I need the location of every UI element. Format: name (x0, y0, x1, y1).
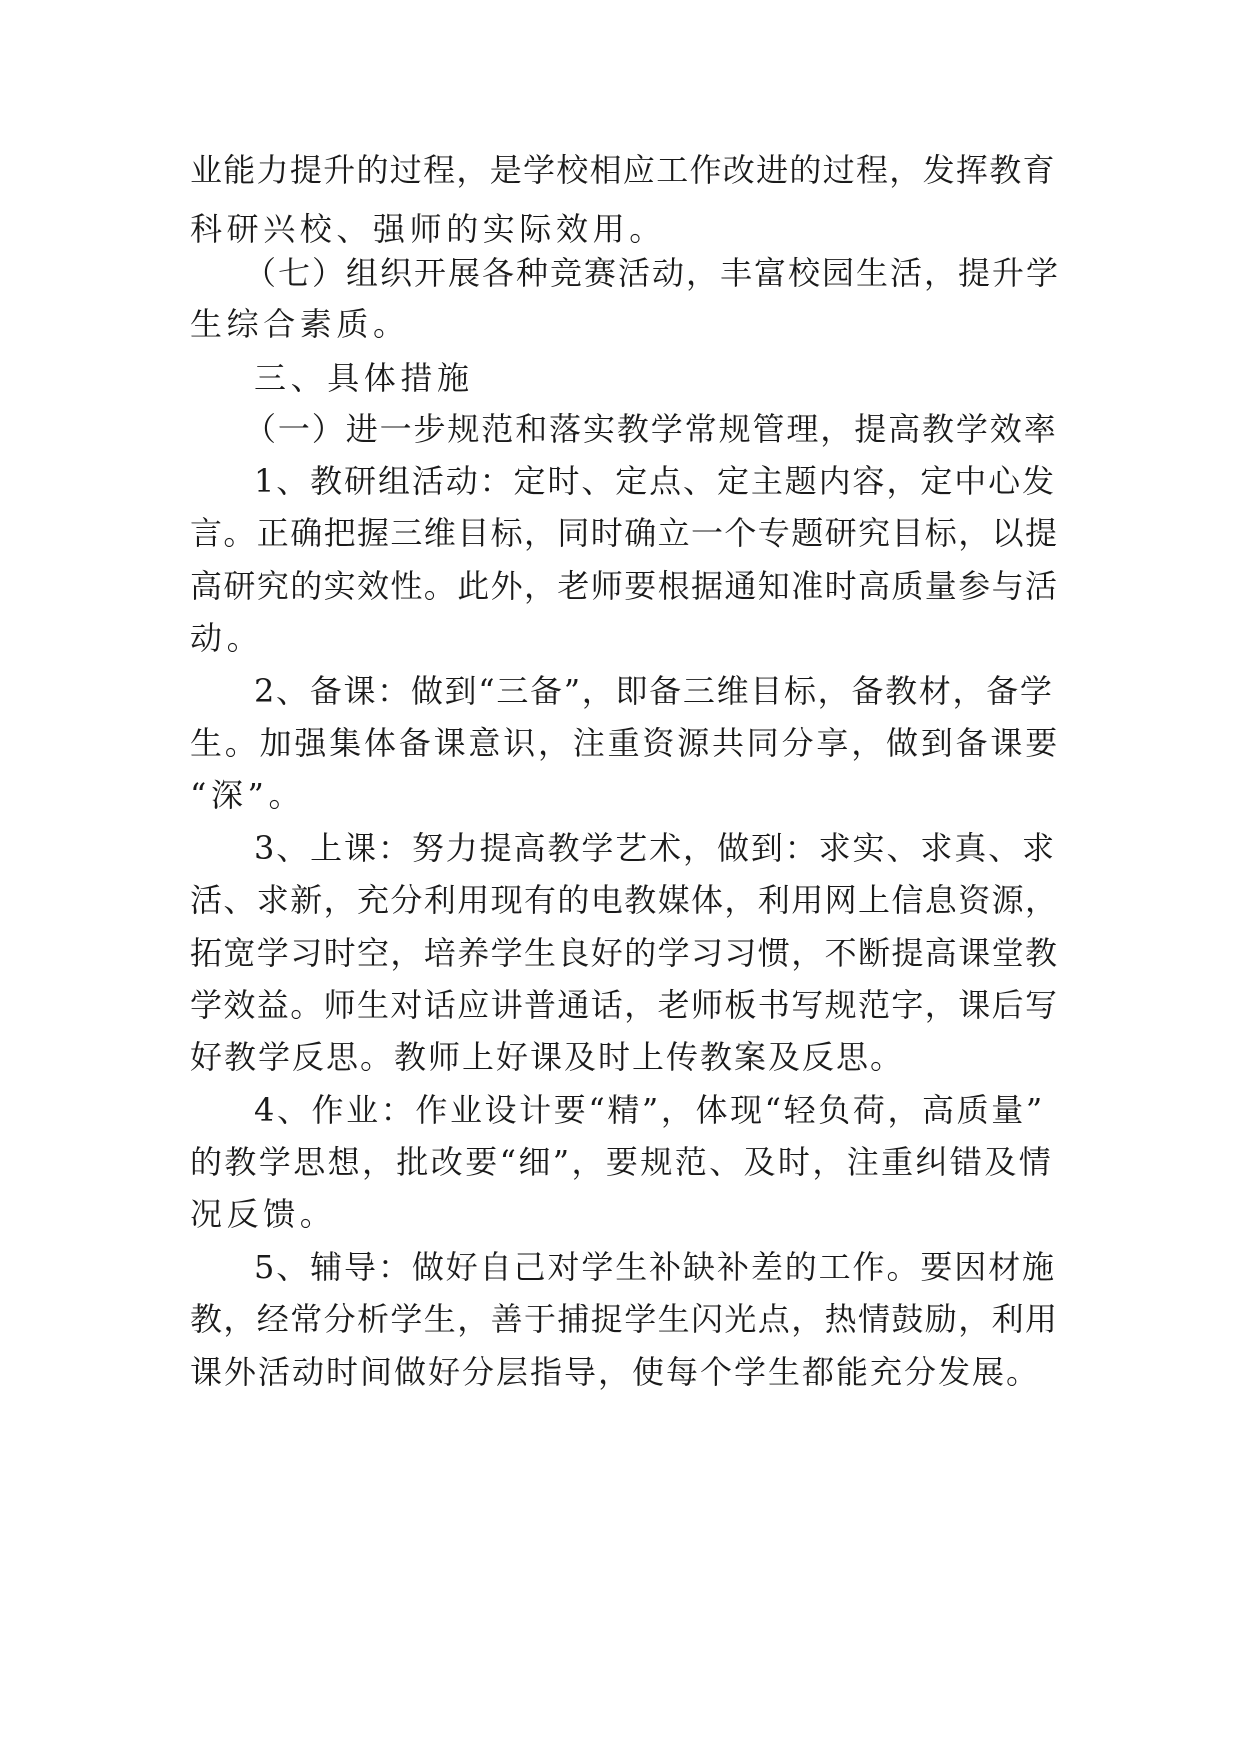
text-line: 拓宽学习时空，培养学生良好的学习习惯，不断提高课堂教 (190, 934, 1059, 972)
text-line: 1、教研组活动：定时、定点、定主题内容，定中心发 (254, 462, 1056, 500)
text-line: 学效益。师生对话应讲普通话，老师板书写规范字，课后写 (190, 986, 1059, 1024)
text-line: 言。正确把握三维目标，同时确立一个专题研究目标，以提 (190, 514, 1059, 552)
subsection-heading: （一）进一步规范和落实教学常规管理，提高教学效率 (244, 410, 1058, 448)
text-line: 活、求新，充分利用现有的电教媒体，利用网上信息资源， (190, 881, 1059, 919)
text-line: （七）组织开展各种竞赛活动，丰富校园生活，提升学 (244, 254, 1061, 292)
text-line: 4、作业：作业设计要“精”，体现“轻负荷，高质量” (254, 1091, 1045, 1129)
text-line: 生。加强集体备课意识，注重资源共同分享，做到备课要 (190, 724, 1061, 762)
text-line: 3、上课：努力提高教学艺术，做到：求实、求真、求 (254, 829, 1056, 867)
text-line: 高研究的实效性。此外，老师要根据通知准时高质量参与活 (190, 567, 1059, 605)
text-line: 的教学思想，批改要“细”，要规范、及时，注重纠错及情 (190, 1143, 1054, 1181)
section-heading: 三、具体措施 (254, 359, 474, 397)
text-line: 2、备课：做到“三备”，即备三维目标，备教材，备学 (254, 672, 1054, 710)
text-line: 好教学反思。教师上好课及时上传教案及反思。 (190, 1038, 905, 1076)
text-line: 科研兴校、强师的实际效用。 (190, 210, 666, 248)
text-line: 课外活动时间做好分层指导，使每个学生都能充分发展。 (190, 1353, 1041, 1391)
text-line: 业能力提升的过程，是学校相应工作改进的过程，发挥教育 (190, 151, 1056, 189)
text-line: 教，经常分析学生，善于捕捉学生闪光点，热情鼓励，利用 (190, 1300, 1059, 1338)
text-line: “深”。 (190, 776, 306, 814)
text-line: 动。 (190, 619, 264, 657)
text-line: 5、辅导：做好自己对学生补缺补差的工作。要因材施 (254, 1248, 1056, 1286)
text-line: 生综合素质。 (190, 305, 410, 343)
text-line: 况反馈。 (190, 1195, 337, 1233)
